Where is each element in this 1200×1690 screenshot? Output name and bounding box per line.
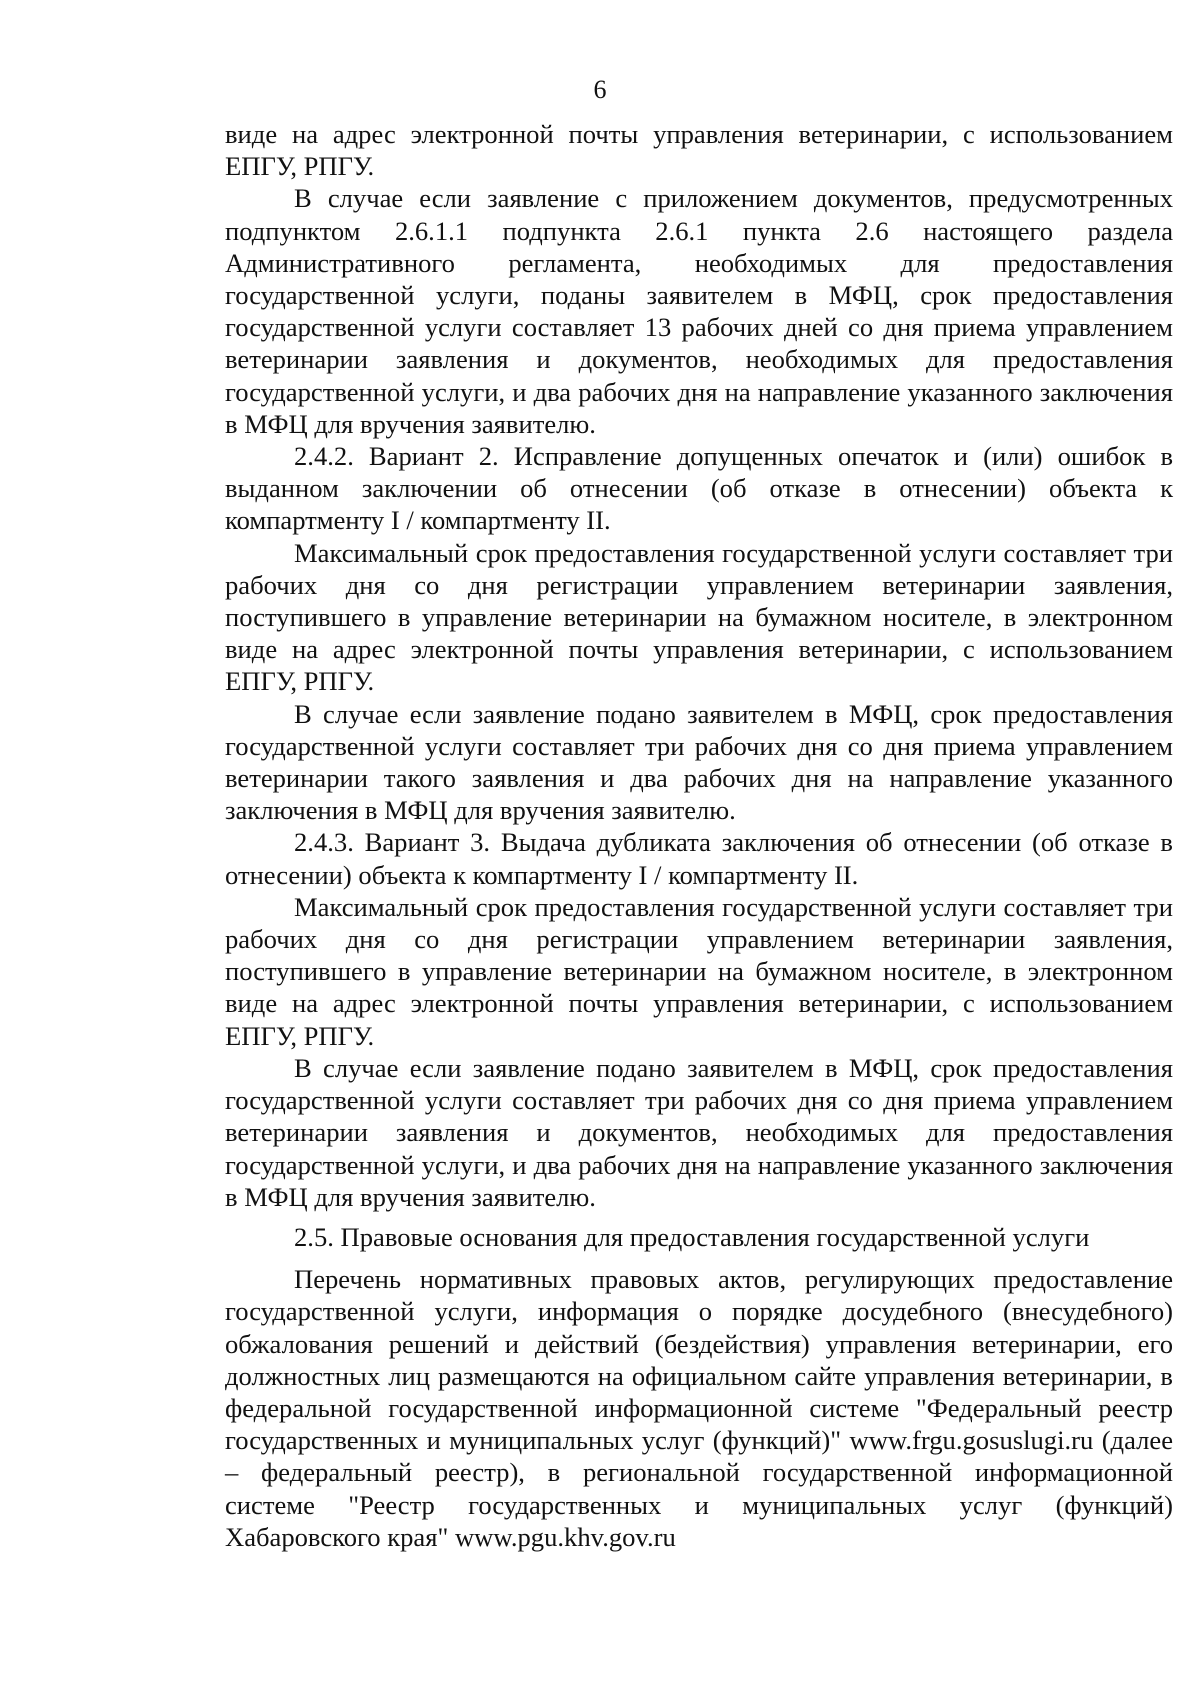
document-body bbox=[225, 118, 1173, 1553]
paragraph-legal-acts: Перечень нормативных правовых актов, регулирующих предоставление государственной услуги, информация о порядке досудебного (внесудебного) обжалования решений и действий (бездействия) управления ветеринарии, его должностных лиц размещаются на официальном сайте управления ветеринарии, в федеральной государственной информационной системе "Федеральный реестр государственных и муниципальных услуг (функций)" www.frgu.gosuslugi.ru (далее – федеральный реестр), в региональной государственной информационной системе "Реестр государственных и муниципальных услуг (функций) Хабаровского края" www.pgu.khv.gov.ru bbox=[225, 1264, 1173, 1552]
paragraph-variant-3-mfc: В случае если заявление подано заявителем в МФЦ, срок предоставления государственной услуги составляет три рабочих дня со дня приема управлением ветеринарии заявления и документов, необходимых для предоставления государственной услуги, и два рабочих дня на направление указанного заключения в МФЦ для вручения заявителю. bbox=[225, 1052, 1173, 1212]
page-number: 6 bbox=[593, 75, 607, 104]
paragraph-continuation: виде на адрес электронной почты управления ветеринарии, с использованием ЕПГУ, РПГУ. bbox=[225, 119, 1173, 182]
paragraph-variant-2-title: 2.4.2. Вариант 2. Исправление допущенных опечаток и (или) ошибок в выданном заключении об отнесении (об отказе в отнесении) объекта к компартменту I / компартменту II. bbox=[225, 441, 1173, 536]
paragraph-variant-2-max-term: Максимальный срок предоставления государственной услуги составляет три рабочих дня со дня регистрации управлением ветеринарии заявления, поступившего в управление ветеринарии на бумажном носителе, в электронном виде на адрес электронной почты управления ветеринарии, с использованием ЕПГУ, РПГУ. bbox=[225, 537, 1173, 697]
paragraph-variant-2-mfc: В случае если заявление подано заявителем в МФЦ, срок предоставления государственной услуги составляет три рабочих дня со дня приема управлением ветеринарии такого заявления и два рабочих дня на направление указанного заключения в МФЦ для вручения заявителю. bbox=[225, 698, 1173, 826]
paragraph-variant-3-max-term: Максимальный срок предоставления государственной услуги составляет три рабочих дня со дня регистрации управлением ветеринарии заявления, поступившего в управление ветеринарии на бумажном носителе, в электронном виде на адрес электронной почты управления ветеринарии, с использованием ЕПГУ, РПГУ. bbox=[225, 891, 1173, 1051]
paragraph-variant-3-title: 2.4.3. Вариант 3. Выдача дубликата заключения об отнесении (об отказе в отнесении) объекта к компартменту I / компартменту II. bbox=[225, 827, 1173, 890]
section-heading-legal-grounds: 2.5. Правовые основания для предоставления государственной услуги bbox=[294, 1221, 1090, 1252]
paragraph-mfc-variant-1: В случае если заявление с приложением документов, предусмотренных подпунктом 2.6.1.1 подпункта 2.6.1 пункта 2.6 настоящего раздела Административного регламента, необходимых для предоставления государственной услуги, поданы заявителем в МФЦ, срок предоставления государственной услуги составляет 13 рабочих дней со дня приема управлением ветеринарии заявления и документов, необходимых для предоставления государственной услуги, и два рабочих дня на направление указанного заключения в МФЦ для вручения заявителю. bbox=[225, 183, 1173, 439]
